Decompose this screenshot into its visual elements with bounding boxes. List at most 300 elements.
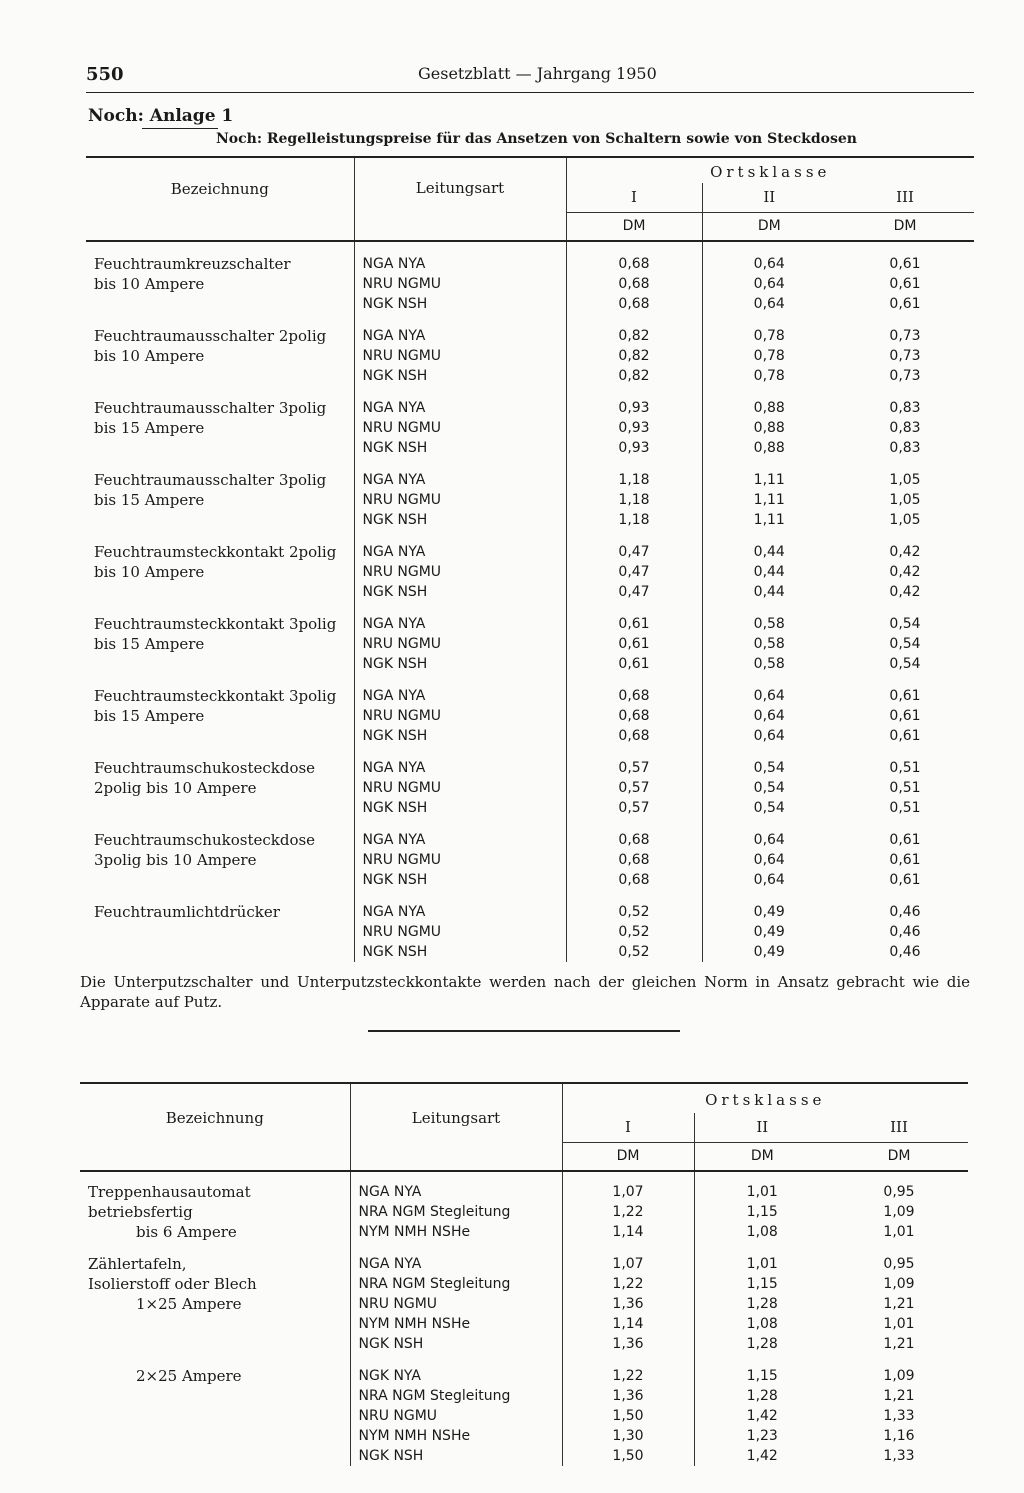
- row-price-class-3: [836, 746, 974, 818]
- bezeichnung-line: 3polig bis 10 Ampere: [94, 851, 257, 869]
- unit-dm-3: DM: [893, 218, 917, 235]
- price-value: 0,49: [753, 924, 785, 940]
- price-value: 0,73: [889, 348, 921, 364]
- table-row: [80, 1171, 968, 1242]
- price-value: 1,36: [612, 1336, 644, 1352]
- header-rule: [86, 92, 974, 93]
- price-value: 0,82: [618, 328, 650, 344]
- row-bezeichnung: [80, 1242, 350, 1354]
- price-value: 1,05: [889, 472, 921, 488]
- row-price-class-2: [694, 1242, 830, 1354]
- price-value: 0,61: [889, 688, 921, 704]
- table-row: [80, 1354, 968, 1466]
- row-leitungsart: [354, 241, 566, 314]
- price-value: 1,36: [612, 1388, 644, 1404]
- price-value: 0,58: [753, 636, 785, 652]
- price-value: 1,11: [753, 512, 785, 528]
- price-value: 0,61: [889, 256, 921, 272]
- price-value: 0,44: [753, 584, 785, 600]
- price-value: 1,11: [753, 492, 785, 508]
- header-bezeichnung: Bezeichnung: [170, 180, 269, 198]
- table-row: [86, 458, 974, 530]
- row-bezeichnung: [80, 1354, 350, 1466]
- price-value: 1,21: [883, 1388, 915, 1404]
- price-value: 0,78: [753, 348, 785, 364]
- leitungsart-line: NYM NMH NSHe: [358, 1224, 471, 1240]
- unit-dm-2: DM: [694, 1142, 830, 1171]
- table-row: [86, 674, 974, 746]
- leitungsart-line: NGA NYA: [362, 328, 426, 344]
- price-value: 0,61: [618, 656, 650, 672]
- leitungsart-line: NRU NGMU: [362, 420, 442, 436]
- leitungsart-line: NRU NGMU: [362, 564, 442, 580]
- leitungsart-line: NGK NSH: [362, 296, 428, 312]
- leitungsart-line: NRU NGMU: [362, 708, 442, 724]
- row-price-class-3: [830, 1171, 968, 1242]
- price-value: 0,93: [618, 420, 650, 436]
- price-value: 1,23: [746, 1428, 778, 1444]
- unit-dm-2: DM: [702, 212, 836, 241]
- row-price-class-1: [566, 818, 702, 890]
- price-value: 1,28: [746, 1296, 778, 1312]
- bezeichnung-line: betriebsfertig: [88, 1203, 193, 1221]
- row-price-class-2: [694, 1171, 830, 1242]
- row-bezeichnung: [86, 386, 354, 458]
- leitungsart-line: NGA NYA: [362, 400, 426, 416]
- price-value: 0,95: [883, 1184, 915, 1200]
- table-row: [86, 386, 974, 458]
- price-value: 0,61: [889, 832, 921, 848]
- row-leitungsart: [350, 1354, 562, 1466]
- price-value: 0,57: [618, 800, 650, 816]
- row-price-class-2: [702, 241, 836, 314]
- bezeichnung-line: bis 10 Ampere: [94, 347, 205, 365]
- price-value: 1,28: [746, 1388, 778, 1404]
- price-value: 1,22: [612, 1276, 644, 1292]
- price-value: 1,09: [883, 1276, 915, 1292]
- price-value: 1,09: [883, 1368, 915, 1384]
- leitungsart-line: NGA NYA: [358, 1184, 422, 1200]
- table-row: [86, 241, 974, 314]
- leitungsart-line: NGK NSH: [362, 872, 428, 888]
- price-value: 0,51: [889, 760, 921, 776]
- price-value: 1,36: [612, 1296, 644, 1312]
- price-value: 1,11: [753, 472, 785, 488]
- table-row: [86, 314, 974, 386]
- price-value: 1,22: [612, 1368, 644, 1384]
- row-leitungsart: [354, 530, 566, 602]
- price-value: 1,16: [883, 1428, 915, 1444]
- price-value: 0,44: [753, 544, 785, 560]
- header-leitungsart: Leitungsart: [350, 1083, 562, 1142]
- bezeichnung-line: Feuchtraumsteckkontakt 3polig: [94, 687, 337, 705]
- price-value: 0,54: [889, 636, 921, 652]
- price-value: 0,61: [889, 296, 921, 312]
- leitungsart-line: NRU NGMU: [358, 1296, 438, 1312]
- price-value: 0,82: [618, 368, 650, 384]
- row-price-class-3: [836, 314, 974, 386]
- unit-dm-3: DM: [887, 1148, 911, 1165]
- price-value: 0,83: [889, 440, 921, 456]
- price-value: 1,21: [883, 1296, 915, 1312]
- price-value: 0,68: [618, 708, 650, 724]
- row-price-class-2: [702, 458, 836, 530]
- row-price-class-1: [566, 314, 702, 386]
- leitungsart-line: NGK NSH: [362, 512, 428, 528]
- price-value: 0,68: [618, 296, 650, 312]
- page-header: [86, 64, 974, 94]
- bezeichnung-line: bis 10 Ampere: [94, 275, 205, 293]
- leitungsart-line: NGA NYA: [362, 760, 426, 776]
- price-value: 0,46: [889, 924, 921, 940]
- bezeichnung-line: Isolierstoff oder Blech: [88, 1275, 257, 1293]
- price-value: 1,15: [746, 1368, 778, 1384]
- price-value: 0,93: [618, 440, 650, 456]
- row-price-class-1: [566, 746, 702, 818]
- price-value: 0,61: [889, 872, 921, 888]
- price-value: 1,01: [746, 1184, 778, 1200]
- row-price-class-1: [562, 1242, 694, 1354]
- row-price-class-2: [702, 386, 836, 458]
- leitungsart-line: NGK NSH: [358, 1448, 424, 1464]
- price-value: 0,52: [618, 924, 650, 940]
- price-value: 1,21: [883, 1336, 915, 1352]
- price-value: 0,64: [753, 296, 785, 312]
- price-value: 1,08: [746, 1224, 778, 1240]
- leitungsart-line: NGK NSH: [362, 440, 428, 456]
- price-value: 0,58: [753, 656, 785, 672]
- bezeichnung-line: Feuchtraumausschalter 3polig: [94, 471, 327, 489]
- price-value: 1,14: [612, 1316, 644, 1332]
- price-value: 0,44: [753, 564, 785, 580]
- price-value: 1,08: [746, 1316, 778, 1332]
- leitungsart-line: NRU NGMU: [362, 492, 442, 508]
- price-value: 1,42: [746, 1448, 778, 1464]
- bezeichnung-line: Zählertafeln,: [88, 1255, 187, 1273]
- price-value: 0,51: [889, 800, 921, 816]
- header-class-1: I: [562, 1113, 694, 1142]
- row-bezeichnung: [86, 746, 354, 818]
- row-bezeichnung: [86, 602, 354, 674]
- price-value: 0,83: [889, 400, 921, 416]
- price-value: 1,07: [612, 1256, 644, 1272]
- row-price-class-2: [702, 314, 836, 386]
- bezeichnung-line: Feuchtraumausschalter 3polig: [94, 399, 327, 417]
- leitungsart-line: NGK NSH: [362, 368, 428, 384]
- page-number: 550: [86, 64, 124, 85]
- price-value: 0,61: [618, 616, 650, 632]
- price-table-2: [80, 1082, 968, 1466]
- leitungsart-line: NRU NGMU: [362, 276, 442, 292]
- price-value: 0,46: [889, 944, 921, 960]
- price-value: 1,22: [612, 1204, 644, 1220]
- row-leitungsart: [350, 1171, 562, 1242]
- price-value: 1,50: [612, 1408, 644, 1424]
- header-class-2: II: [702, 183, 836, 212]
- annex-title: Noch: Anlage 1: [88, 106, 234, 126]
- bezeichnung-line: bis 15 Ampere: [94, 707, 205, 725]
- row-price-class-1: [566, 241, 702, 314]
- row-price-class-1: [566, 458, 702, 530]
- price-value: 0,64: [753, 688, 785, 704]
- leitungsart-line: NRU NGMU: [358, 1408, 438, 1424]
- row-price-class-3: [830, 1354, 968, 1466]
- price-value: 0,64: [753, 708, 785, 724]
- price-value: 0,83: [889, 420, 921, 436]
- price-value: 0,47: [618, 544, 650, 560]
- price-value: 0,64: [753, 256, 785, 272]
- price-value: 0,68: [618, 688, 650, 704]
- price-value: 0,42: [889, 584, 921, 600]
- price-value: 0,68: [618, 256, 650, 272]
- row-price-class-3: [836, 241, 974, 314]
- leitungsart-line: NGK NSH: [358, 1336, 424, 1352]
- row-price-class-3: [836, 602, 974, 674]
- bezeichnung-line: bis 6 Ampere: [136, 1223, 237, 1241]
- price-value: 1,33: [883, 1408, 915, 1424]
- price-value: 1,09: [883, 1204, 915, 1220]
- price-value: 0,54: [753, 800, 785, 816]
- row-price-class-1: [566, 530, 702, 602]
- row-price-class-3: [836, 458, 974, 530]
- table-row: [86, 530, 974, 602]
- price-value: 1,33: [883, 1448, 915, 1464]
- bezeichnung-line: bis 15 Ampere: [94, 419, 205, 437]
- price-value: 1,15: [746, 1276, 778, 1292]
- price-value: 0,68: [618, 728, 650, 744]
- price-value: 1,18: [618, 472, 650, 488]
- row-price-class-2: [702, 674, 836, 746]
- bezeichnung-line: 2×25 Ampere: [136, 1367, 242, 1385]
- row-bezeichnung: [86, 458, 354, 530]
- price-value: 0,64: [753, 276, 785, 292]
- row-price-class-3: [836, 890, 974, 962]
- price-value: 0,68: [618, 832, 650, 848]
- leitungsart-line: NGK NSH: [362, 728, 428, 744]
- bezeichnung-line: 1×25 Ampere: [136, 1295, 242, 1313]
- price-value: 1,07: [612, 1184, 644, 1200]
- price-value: 0,64: [753, 728, 785, 744]
- leitungsart-line: NRU NGMU: [362, 924, 442, 940]
- leitungsart-line: NGK NSH: [362, 656, 428, 672]
- row-price-class-2: [702, 602, 836, 674]
- table-row: [86, 818, 974, 890]
- price-value: 0,47: [618, 564, 650, 580]
- price-value: 0,88: [753, 440, 785, 456]
- price-value: 0,88: [753, 420, 785, 436]
- leitungsart-line: NGA NYA: [358, 1256, 422, 1272]
- price-value: 1,01: [883, 1316, 915, 1332]
- leitungsart-line: NYM NMH NSHe: [358, 1428, 471, 1444]
- price-value: 1,01: [746, 1256, 778, 1272]
- price-value: 0,78: [753, 328, 785, 344]
- bezeichnung-line: bis 10 Ampere: [94, 563, 205, 581]
- price-value: 1,30: [612, 1428, 644, 1444]
- price-value: 0,78: [753, 368, 785, 384]
- price-value: 0,57: [618, 760, 650, 776]
- leitungsart-line: NGA NYA: [362, 688, 426, 704]
- row-price-class-2: [702, 818, 836, 890]
- price-value: 0,54: [889, 656, 921, 672]
- bezeichnung-line: Feuchtraumsteckkontakt 3polig: [94, 615, 337, 633]
- row-leitungsart: [354, 746, 566, 818]
- bezeichnung-line: Feuchtraumlichtdrücker: [94, 903, 280, 921]
- table-row: [86, 746, 974, 818]
- price-value: 0,42: [889, 544, 921, 560]
- row-price-class-3: [836, 386, 974, 458]
- leitungsart-line: NRU NGMU: [362, 348, 442, 364]
- leitungsart-line: NGA NYA: [362, 616, 426, 632]
- price-value: 0,54: [889, 616, 921, 632]
- running-title: Gesetzblatt — Jahrgang 1950: [418, 64, 657, 83]
- row-price-class-2: [702, 746, 836, 818]
- bezeichnung-line: Feuchtraumkreuzschalter: [94, 255, 291, 273]
- bezeichnung-line: bis 15 Ampere: [94, 635, 205, 653]
- header-ortsklasse: Ortsklasse: [562, 1083, 968, 1113]
- leitungsart-line: NGK NSH: [362, 944, 428, 960]
- row-price-class-3: [836, 530, 974, 602]
- row-price-class-1: [566, 386, 702, 458]
- table-row: [80, 1242, 968, 1354]
- row-price-class-2: [702, 530, 836, 602]
- row-bezeichnung: [86, 314, 354, 386]
- table-row: [86, 890, 974, 962]
- section-separator: [368, 1030, 680, 1032]
- price-value: 0,93: [618, 400, 650, 416]
- bezeichnung-line: Feuchtraumsteckkontakt 2polig: [94, 543, 337, 561]
- price-value: 1,15: [746, 1204, 778, 1220]
- leitungsart-line: NGA NYA: [362, 472, 426, 488]
- header-class-1: I: [566, 183, 702, 212]
- price-value: 0,54: [753, 760, 785, 776]
- leitungsart-line: NRU NGMU: [362, 852, 442, 868]
- leitungsart-line: NRA NGM Stegleitung: [358, 1276, 511, 1292]
- leitungsart-line: NGA NYA: [362, 544, 426, 560]
- row-leitungsart: [350, 1242, 562, 1354]
- row-leitungsart: [354, 674, 566, 746]
- price-table-1: [86, 156, 974, 962]
- leitungsart-line: NRU NGMU: [362, 636, 442, 652]
- leitungsart-line: NRA NGM Stegleitung: [358, 1388, 511, 1404]
- price-value: 0,54: [753, 780, 785, 796]
- header-class-2: II: [694, 1113, 830, 1142]
- price-value: 0,64: [753, 832, 785, 848]
- price-value: 0,61: [889, 276, 921, 292]
- row-bezeichnung: [86, 530, 354, 602]
- price-value: 0,51: [889, 780, 921, 796]
- row-price-class-1: [566, 674, 702, 746]
- row-price-class-3: [836, 818, 974, 890]
- price-value: 0,73: [889, 368, 921, 384]
- leitungsart-line: NYM NMH NSHe: [358, 1316, 471, 1332]
- row-leitungsart: [354, 602, 566, 674]
- bezeichnung-line: Feuchtraumschukosteckdose: [94, 831, 316, 849]
- row-price-class-3: [836, 674, 974, 746]
- bezeichnung-line: Feuchtraumschukosteckdose: [94, 759, 316, 777]
- price-value: 0,61: [889, 708, 921, 724]
- row-price-class-1: [566, 602, 702, 674]
- price-value: 0,68: [618, 872, 650, 888]
- row-leitungsart: [354, 386, 566, 458]
- leitungsart-line: NRA NGM Stegleitung: [358, 1204, 511, 1220]
- price-value: 0,57: [618, 780, 650, 796]
- price-value: 0,52: [618, 904, 650, 920]
- price-value: 1,14: [612, 1224, 644, 1240]
- leitungsart-line: NGK NSH: [362, 800, 428, 816]
- table-row: [86, 602, 974, 674]
- row-bezeichnung: [86, 818, 354, 890]
- bezeichnung-line: Treppenhausautomat: [88, 1183, 251, 1201]
- row-leitungsart: [354, 890, 566, 962]
- price-value: 0,82: [618, 348, 650, 364]
- price-value: 1,01: [883, 1224, 915, 1240]
- price-value: 0,64: [753, 852, 785, 868]
- row-bezeichnung: [86, 890, 354, 962]
- row-price-class-1: [562, 1171, 694, 1242]
- header-class-3: III: [830, 1113, 968, 1142]
- row-bezeichnung: [80, 1171, 350, 1242]
- bezeichnung-line: Feuchtraumausschalter 2polig: [94, 327, 327, 345]
- footnote: Die Unterputzschalter und Unterputzsteckkontakte werden nach der gleichen Norm in Ansatz gebracht wie die Apparate auf Putz.: [80, 973, 970, 1011]
- row-price-class-1: [562, 1354, 694, 1466]
- leitungsart-line: NGK NSH: [362, 584, 428, 600]
- price-value: 0,68: [618, 276, 650, 292]
- price-value: 0,49: [753, 944, 785, 960]
- price-value: 1,05: [889, 492, 921, 508]
- header-ortsklasse: Ortsklasse: [566, 157, 974, 183]
- row-price-class-1: [566, 890, 702, 962]
- price-value: 0,68: [618, 852, 650, 868]
- price-value: 0,52: [618, 944, 650, 960]
- table1-subtitle: Noch: Regelleistungspreise für das Ansetzen von Schaltern sowie von Steckdosen: [216, 131, 857, 147]
- leitungsart-line: NGA NYA: [362, 832, 426, 848]
- leitungsart-line: NRU NGMU: [362, 780, 442, 796]
- price-value: 0,61: [618, 636, 650, 652]
- price-value: 0,42: [889, 564, 921, 580]
- header-class-3: III: [836, 183, 974, 212]
- price-value: 1,28: [746, 1336, 778, 1352]
- header-leitungsart: Leitungsart: [354, 157, 566, 212]
- unit-dm-1: DM: [566, 212, 702, 241]
- price-value: 0,95: [883, 1256, 915, 1272]
- row-price-class-2: [702, 890, 836, 962]
- price-value: 1,05: [889, 512, 921, 528]
- row-bezeichnung: [86, 674, 354, 746]
- price-value: 1,18: [618, 492, 650, 508]
- row-leitungsart: [354, 314, 566, 386]
- price-value: 1,50: [612, 1448, 644, 1464]
- price-value: 0,58: [753, 616, 785, 632]
- price-value: 1,42: [746, 1408, 778, 1424]
- annex-underline: [142, 128, 218, 129]
- header-bezeichnung: Bezeichnung: [165, 1109, 264, 1127]
- leitungsart-line: NGK NYA: [358, 1368, 421, 1384]
- bezeichnung-line: bis 15 Ampere: [94, 491, 205, 509]
- price-value: 0,64: [753, 872, 785, 888]
- leitungsart-line: NGA NYA: [362, 904, 426, 920]
- price-value: 0,61: [889, 728, 921, 744]
- price-value: 0,46: [889, 904, 921, 920]
- price-value: 0,61: [889, 852, 921, 868]
- price-value: 1,18: [618, 512, 650, 528]
- leitungsart-line: NGA NYA: [362, 256, 426, 272]
- bezeichnung-line: 2polig bis 10 Ampere: [94, 779, 257, 797]
- unit-dm-1: DM: [562, 1142, 694, 1171]
- price-value: 0,47: [618, 584, 650, 600]
- price-value: 0,88: [753, 400, 785, 416]
- price-value: 0,49: [753, 904, 785, 920]
- row-leitungsart: [354, 818, 566, 890]
